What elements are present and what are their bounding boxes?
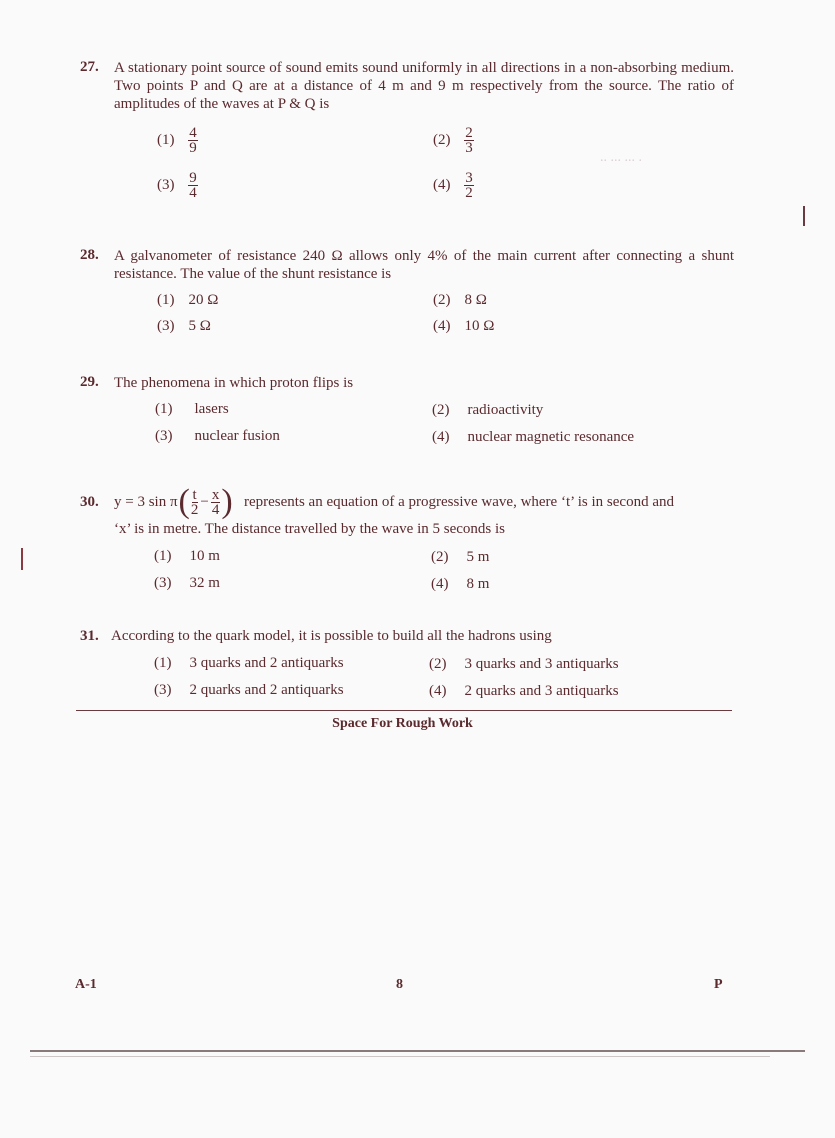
question-30-text: represents an equation of a progressive wave, where ‘t’ is in second and [244, 494, 674, 510]
q31-option-4[interactable]: (4) 2 quarks and 3 antiquarks [429, 683, 619, 699]
question-29-number: 29. [80, 374, 99, 390]
q28-option-1[interactable]: (1) 20 Ω [157, 292, 219, 308]
q28-option-3[interactable]: (3) 5 Ω [157, 318, 211, 334]
q29-option-4[interactable]: (4) nuclear magnetic resonance [432, 429, 635, 445]
question-27-number: 27. [80, 59, 99, 75]
q27-option-4[interactable]: (4) $\frac{3}{2}$ [433, 170, 473, 201]
q27-option-3[interactable]: (3) $\frac{9}{4}$ [157, 170, 197, 201]
footer-series: P [714, 977, 723, 992]
q28-option-4[interactable]: (4) 10 Ω [433, 318, 495, 334]
margin-mark [21, 548, 23, 570]
question-28-number: 28. [80, 247, 99, 263]
q31-option-2[interactable]: (2) 3 quarks and 3 antiquarks [429, 656, 619, 672]
fraction: $\frac{2}{3}$ [465, 125, 473, 156]
q30-option-4[interactable]: (4) 8 m [431, 576, 490, 592]
rough-work-heading: Space For Rough Work [332, 716, 473, 731]
q29-option-3[interactable]: (3) nuclear fusion [155, 428, 280, 444]
q30-option-3[interactable]: (3) 32 m [154, 575, 220, 591]
q30-option-1[interactable]: (1) 10 m [154, 548, 220, 564]
q28-option-2[interactable]: (2) 8 Ω [433, 292, 487, 308]
q27-option-1[interactable]: (1) $\frac{4}{9}$ [157, 125, 197, 156]
page-number: 8 [396, 977, 403, 992]
fraction: $\frac{9}{4}$ [189, 170, 197, 201]
q31-option-3[interactable]: (3) 2 quarks and 2 antiquarks [154, 682, 344, 698]
question-30-equation: y = 3 sin π ( $\frac{t}{2}$ − $\frac{x}{4}$ ) [114, 483, 233, 520]
question-30-text-line2: ‘x’ is in metre. The distance travelled by the wave in 5 seconds is [114, 521, 505, 537]
section-divider [76, 710, 732, 711]
q29-option-1[interactable]: (1) lasers [155, 401, 229, 417]
fraction: $\frac{t}{2}$ [190, 486, 199, 518]
question-30-number: 30. [80, 494, 99, 510]
show-through-text: .. ... ... . [600, 150, 642, 165]
question-29-text: The phenomena in which proton flips is [114, 375, 354, 391]
q30-option-2[interactable]: (2) 5 m [431, 549, 490, 565]
q29-option-2[interactable]: (2) radioactivity [432, 402, 544, 418]
question-31-number: 31. [80, 628, 99, 644]
fraction: $\frac{x}{4}$ [211, 486, 220, 518]
margin-mark [803, 206, 805, 226]
fraction: $\frac{4}{9}$ [189, 125, 197, 156]
scan-edge-line [30, 1056, 770, 1057]
question-31-text: According to the quark model, it is possible to build all the hadrons using [111, 628, 552, 644]
q27-option-2[interactable]: (2) $\frac{2}{3}$ [433, 125, 473, 156]
footer-code: A-1 [75, 977, 97, 992]
question-28-text: A galvanometer of resistance 240 Ω allows only 4% of the main current after connecting a shunt resistance. The value of the shunt resistance is [114, 248, 734, 282]
question-27-text: A stationary point source of sound emits sound uniformly in all directions in a non-absorbing medium. Two points P and Q are at a distance of 4 m and 9 m respectively from the source. The ratio of amplitudes of the waves at P & Q is [114, 60, 734, 112]
fraction: $\frac{3}{2}$ [465, 170, 473, 201]
q31-option-1[interactable]: (1) 3 quarks and 2 antiquarks [154, 655, 344, 671]
scan-edge-line [30, 1050, 805, 1052]
